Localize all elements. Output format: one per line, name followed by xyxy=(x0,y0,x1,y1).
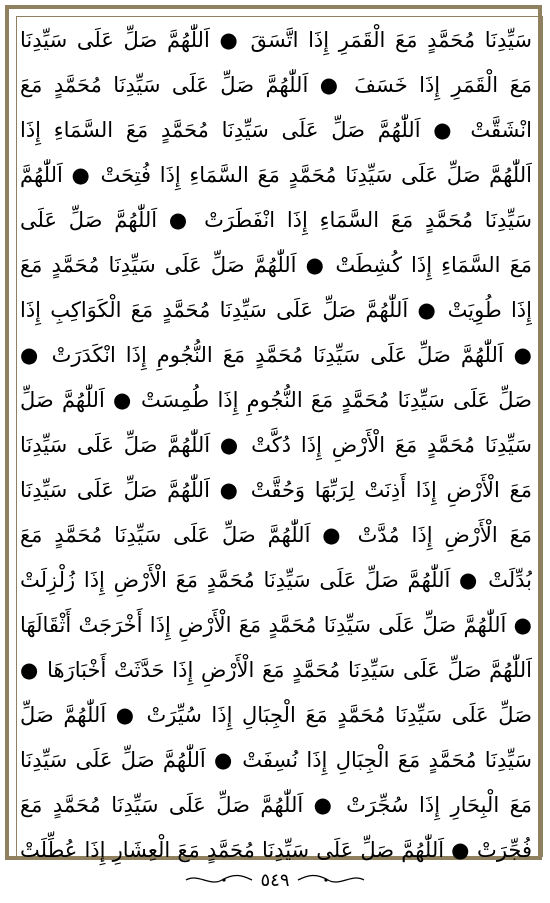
text-line: اَللّٰهُمَّ صَلِّ عَلَى سَيِّدِنَا مُحَمَّدٍ مَعَ الْأَرْضِ إِذَا حَدَّثَتْ أَخْبَارَهَا ● xyxy=(20,658,532,682)
text-line: سَيِّدِنَا مُحَمَّدٍ مَعَ الْجِبَالِ إِذَا نُسِفَتْ ● اَللّٰهُمَّ صَلِّ عَلَى سَيِّدِنَا xyxy=(20,748,532,772)
prayer-text-block xyxy=(20,18,532,873)
text-line: مَعَ الْبِحَارِ إِذَا سُجِّرَتْ ● اَللّٰهُمَّ صَلِّ عَلَى سَيِّدِنَا مُحَمَّدٍ مَعَ xyxy=(20,793,532,817)
text-line: صَلِّ عَلَى سَيِّدِنَا مُحَمَّدٍ مَعَ النُّجُومِ إِذَا طُمِسَتْ ● اَللّٰهُمَّ صَلِّ xyxy=(20,388,532,412)
flourish-left-icon xyxy=(184,872,254,888)
text-line: مَعَ الْأَرْضِ إِذَا مُدَّتْ ● اَللّٰهُمَّ صَلِّ عَلَى سَيِّدِنَا مُحَمَّدٍ مَعَ xyxy=(20,523,532,547)
text-line: إِذَا طُوِيَتْ ● اَللّٰهُمَّ صَلِّ عَلَى سَيِّدِنَا مُحَمَّدٍ مَعَ الْكَوَاكِبِ إِذَا xyxy=(20,298,532,322)
text-line: ● اَللّٰهُمَّ صَلِّ عَلَى سَيِّدِنَا مُحَمَّدٍ مَعَ الْأَرْضِ إِذَا أَخْرَجَتْ أَثْقَالَهَا xyxy=(20,613,532,637)
flourish-right-icon xyxy=(296,872,366,888)
text-line: انْشَقَّتْ ● اَللّٰهُمَّ صَلِّ عَلَى سَيِّدِنَا مُحَمَّدٍ مَعَ السَّمَاءِ إِذَا xyxy=(20,118,532,142)
page-footer xyxy=(0,864,550,896)
page-number: ٥٤٩ xyxy=(260,869,290,891)
text-line: ● اَللّٰهُمَّ صَلِّ عَلَى سَيِّدِنَا مُحَمَّدٍ مَعَ النُّجُومِ إِذَا انْكَدَرَتْ ● xyxy=(20,343,532,367)
text-line: سَيِّدِنَا مُحَمَّدٍ مَعَ الْقَمَرِ إِذَا اتَّسَقَ ● اَللّٰهُمَّ صَلِّ عَلَى سَيِّدِنَا xyxy=(20,28,532,52)
text-line: سَيِّدِنَا مُحَمَّدٍ مَعَ السَّمَاءِ إِذَا انْفَطَرَتْ ● اَللّٰهُمَّ صَلِّ عَلَى xyxy=(20,208,532,232)
text-line: بُدِّلَتْ ● اَللّٰهُمَّ صَلِّ عَلَى سَيِّدِنَا مُحَمَّدٍ مَعَ الْأَرْضِ إِذَا زُلْزِلَتْ xyxy=(20,568,532,592)
text-line: صَلِّ عَلَى سَيِّدِنَا مُحَمَّدٍ مَعَ الْجِبَالِ إِذَا سُيِّرَتْ ● اَللّٰهُمَّ صَلِّ xyxy=(20,703,532,727)
text-line: مَعَ السَّمَاءِ إِذَا كُشِطَتْ ● اَللّٰهُمَّ صَلِّ عَلَى سَيِّدِنَا مُحَمَّدٍ مَعَ xyxy=(20,253,532,277)
text-line: مَعَ الْأَرْضِ إِذَا أَذِنَتْ لِرَبِّهَا وَحُقَّتْ ● اَللّٰهُمَّ صَلِّ عَلَى سَيِّدِنَا xyxy=(20,478,532,502)
text-line: مَعَ الْقَمَرِ إِذَا خَسَفَ ● اَللّٰهُمَّ صَلِّ عَلَى سَيِّدِنَا مُحَمَّدٍ مَعَ xyxy=(20,73,532,97)
text-line: اَللّٰهُمَّ صَلِّ عَلَى سَيِّدِنَا مُحَمَّدٍ مَعَ السَّمَاءِ إِذَا فُتِحَتْ ● اَللّٰهُمَّ xyxy=(20,163,532,187)
text-line: سَيِّدِنَا مُحَمَّدٍ مَعَ الْأَرْضِ إِذَا دُكَّتْ ● اَللّٰهُمَّ صَلِّ عَلَى سَيِّدِنَا xyxy=(20,433,532,457)
text-line: فُجِّرَتْ ● اَللّٰهُمَّ صَلِّ عَلَى سَيِّدِنَا مُحَمَّدٍ مَعَ الْعِشَارِ إِذَا عُطِّلَتْ xyxy=(20,838,532,862)
